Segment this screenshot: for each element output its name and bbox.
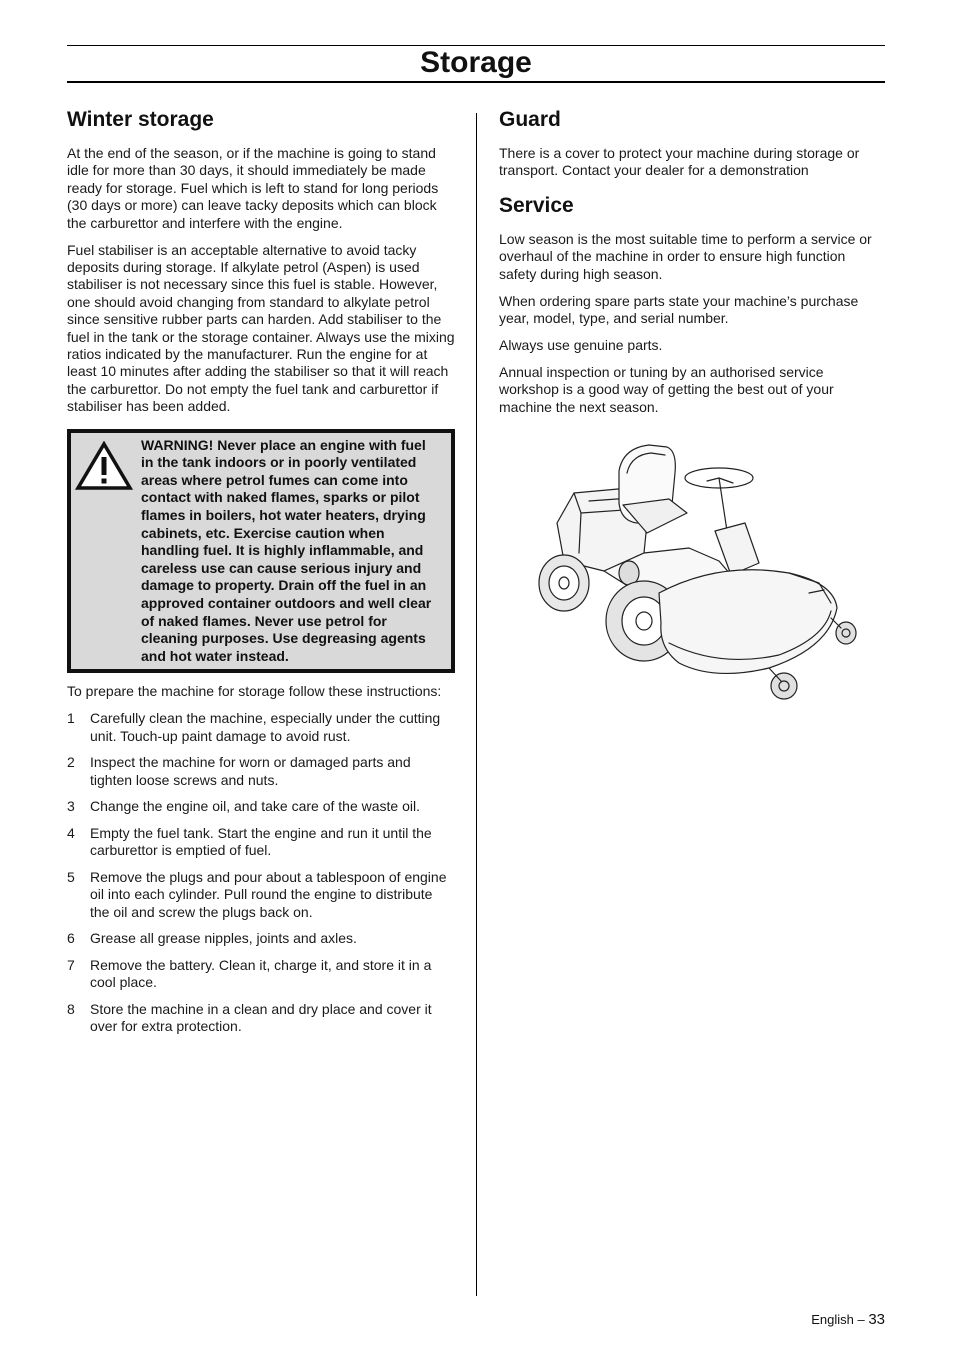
list-item	[67, 930, 455, 947]
service-paragraph: Low season is the most suitable time to perform a service or overhaul of the machine in order to ensure high function safety during high season.	[499, 230, 872, 282]
storage-steps-list	[67, 710, 455, 1035]
step-number: 2	[67, 754, 75, 771]
column-divider	[476, 113, 477, 1296]
step-text: Remove the battery. Clean it, charge it, and store it in a cool place.	[90, 957, 432, 991]
service-paragraph: Always use genuine parts.	[499, 337, 663, 354]
service-paragraph: When ordering spare parts state your machine’s purchase year, model, type, and serial number.	[499, 292, 859, 327]
warning-box	[67, 429, 455, 674]
step-text: Change the engine oil, and take care of the waste oil.	[90, 798, 420, 815]
step-number: 3	[67, 798, 75, 815]
list-item	[67, 754, 455, 789]
warning-triangle-icon	[75, 441, 133, 491]
service-heading: Service	[499, 193, 574, 217]
step-number: 8	[67, 1001, 75, 1017]
list-item	[67, 825, 455, 860]
step-text: Empty the fuel tank. Start the engine and run it until the carburettor is emptied of fuel.	[90, 825, 432, 859]
footer-language: English	[811, 1312, 854, 1327]
page-title: Storage	[420, 46, 532, 79]
service-paragraph: Annual inspection or tuning by an authorised service workshop is a good way of getting the best out of your machine the next season.	[499, 364, 834, 415]
instructions-intro: To prepare the machine for storage follow these instructions:	[67, 683, 442, 700]
right-column	[499, 106, 885, 718]
list-item	[67, 798, 455, 815]
step-number: 7	[67, 957, 75, 973]
page-footer	[811, 1311, 885, 1328]
guard-heading: Guard	[499, 108, 561, 131]
title-rule-bottom	[67, 81, 885, 83]
step-number: 5	[67, 869, 75, 885]
step-text: Remove the plugs and pour about a tablespoon of engine oil into each cylinder. Pull round the engine to distribute the oil and screw the plugs back on.	[90, 869, 447, 920]
page-number: 33	[868, 1311, 885, 1328]
list-item	[67, 1001, 455, 1036]
winter-storage-heading: Winter storage	[67, 108, 214, 131]
step-text: Store the machine in a clean and dry place and cover it over for extra protection.	[90, 1001, 432, 1035]
winter-storage-paragraph: At the end of the season, or if the machine is going to stand idle for more than 30 days, it should immediately be made ready for storage. Fuel which is left to stand for long periods (30 days or more) can leave tacky deposits which can block the carburettor and interfere with the engine.	[67, 145, 439, 231]
step-text: Inspect the machine for worn or damaged parts and tighten loose screws and nuts.	[90, 754, 411, 788]
guard-paragraph: There is a cover to protect your machine during storage or transport. Contact your dealer for a demonstration	[499, 145, 860, 179]
list-item	[67, 869, 455, 921]
step-number: 4	[67, 825, 75, 841]
footer-separator: –	[857, 1312, 865, 1327]
step-number: 1	[67, 710, 75, 727]
list-item	[67, 710, 455, 745]
warning-text: WARNING! Never place an engine with fuel in the tank indoors or in poorly ventilated areas where petrol fumes can come into contact with naked flames, sparks or pilot flames in boilers, hot water heaters, drying cabinets, etc. Exercise caution when handling fuel. It is highly inflammable, and careless use can cause serious injury and damage to property. Drain off the fuel in an approved container outdoors and well clear of naked flames. Never use petrol for cleaning purposes. Use degreasing agents and hot water instead.	[141, 436, 432, 664]
winter-storage-section	[67, 106, 455, 1045]
step-number: 6	[67, 930, 75, 947]
list-item	[67, 957, 455, 992]
winter-storage-paragraph: Fuel stabiliser is an acceptable alternative to avoid tacky deposits during storage. If alkylate petrol (Aspen) is used stabiliser is not necessary since this fuel is stable. However, one should avoid changing from standard to alkylate petrol since sensitive rubber parts can harden. Add stabiliser to the fuel in the tank or the storage container. Always use the mixing ratios indicated by the manufacturer. Run the engine for at least 10 minutes after adding the stabiliser so that it will reach the carburettor. Do not empty the fuel tank and carburettor if stabiliser has been added.	[67, 241, 455, 415]
step-text: Carefully clean the machine, especially under the cutting unit. Touch-up paint damage to avoid rust.	[90, 710, 441, 744]
step-text: Grease all grease nipples, joints and axles.	[90, 930, 357, 947]
rider-mower-illustration	[519, 443, 859, 713]
